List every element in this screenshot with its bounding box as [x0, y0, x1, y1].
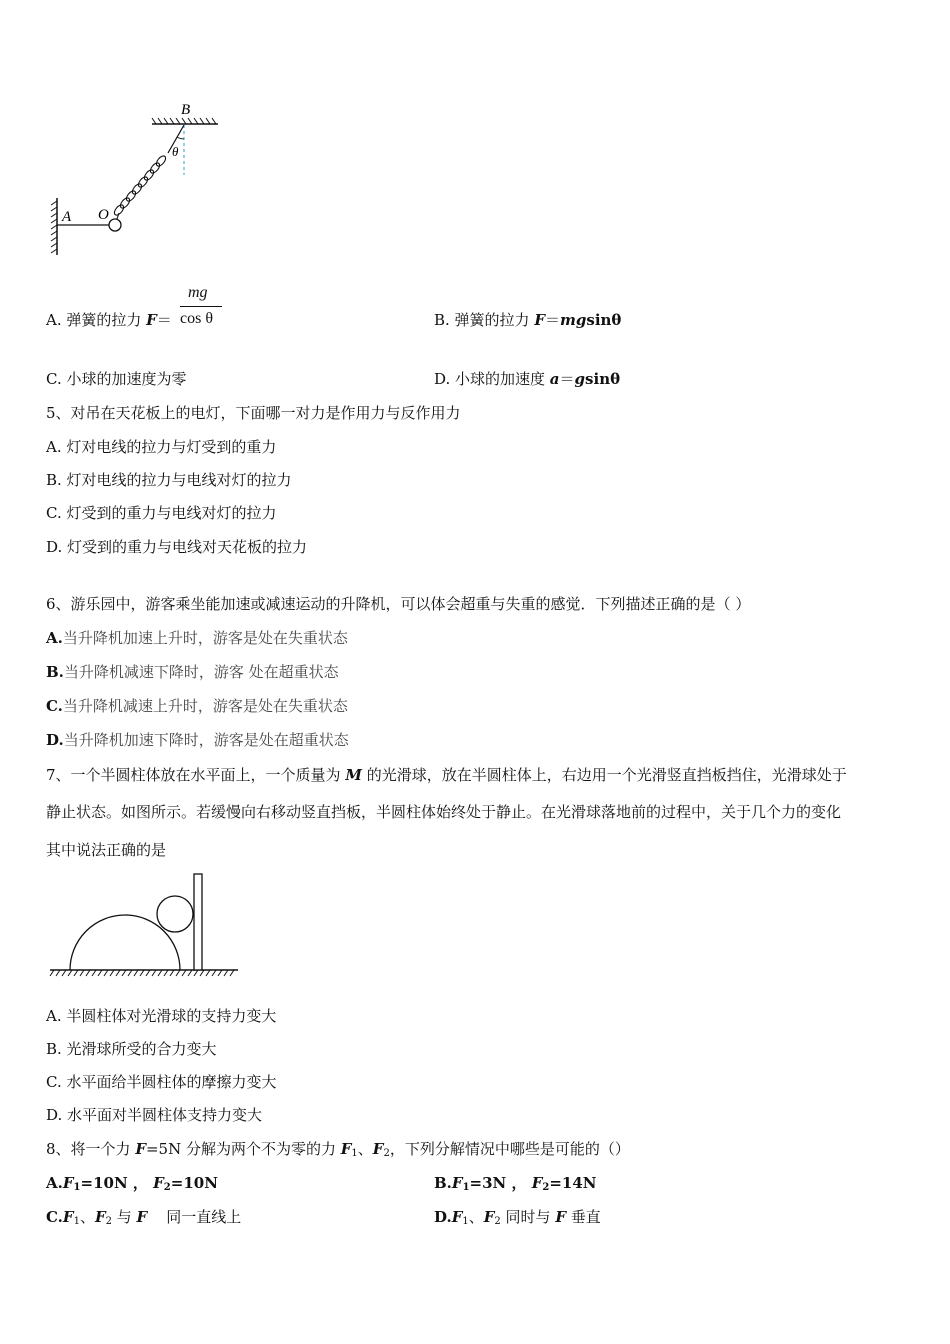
q6-stem: 6、游乐园中，游客乘坐能加速或减速运动的升降机，可以体会超重与失重的感觉．下列描述正确的是（ ） — [46, 595, 751, 613]
q5-option-a: A. 灯对电线的拉力与灯受到的重力 — [46, 438, 277, 456]
q6-option-d: D.当升降机加速下降时，游客是处在超重状态 — [46, 731, 349, 749]
q8-option-a: $A.F_1=10N$ ， $F_2=10N$ — [46, 1174, 218, 1193]
q7-option-c: C. 水平面给半圆柱体的摩擦力变大 — [46, 1073, 277, 1091]
q5-option-d: D. 灯受到的重力与电线对天花板的拉力 — [46, 538, 308, 556]
q5-option-b: B. 灯对电线的拉力与电线对灯的拉力 — [46, 471, 292, 489]
q6-option-a: A.当升降机加速上升时，游客是处在失重状态 — [46, 629, 348, 647]
q4-option-a-fraction — [178, 284, 224, 334]
fraction-bar — [180, 306, 222, 307]
q5-option-c: C. 灯受到的重力与电线对灯的拉力 — [46, 504, 277, 522]
label-o: O — [98, 207, 109, 223]
q4-option-b: B. 弹簧的拉力 F＝mgsinθ — [434, 311, 622, 329]
q6-option-c: C.当升降机减速上升时，游客是处在失重状态 — [46, 697, 348, 715]
q7-option-b: B. 光滑球所受的合力变大 — [46, 1040, 217, 1058]
fraction-denominator: cos θ — [180, 310, 213, 327]
q4-option-c: C. 小球的加速度为零 — [46, 370, 187, 388]
spring-ball-figure — [40, 95, 240, 265]
q8-option-d: $D.F_1$、$F_2$ 同时与 F 垂直 — [434, 1208, 601, 1227]
q4-option-d: D. 小球的加速度 a＝gsinθ — [434, 370, 621, 388]
q6-option-b: B.当升降机减速下降时，游客 处在超重状态 — [46, 663, 339, 681]
q7-option-a: A. 半圆柱体对光滑球的支持力变大 — [46, 1007, 277, 1025]
label-theta: θ — [172, 144, 179, 159]
q8-stem: 8、将一个力 F=5N 分解为两个不为零的力 $F_1$、$F_2$，下列分解情况中哪些是可能的（） — [46, 1140, 630, 1159]
q7-stem-line1: 7、一个半圆柱体放在水平面上，一个质量为 M 的光滑球，放在半圆柱体上，右边用一个光滑竖直挡板挡住，光滑球处于 — [46, 766, 847, 784]
q4-option-a: A. 弹簧的拉力 F＝ — [46, 311, 172, 329]
label-a: A — [62, 209, 72, 225]
half-cylinder-figure — [44, 868, 244, 983]
fraction-numerator: mg — [188, 284, 208, 301]
q8-option-c: $C.F_1$、$F_2$ 与 F 同一直线上 — [46, 1208, 242, 1227]
q7-stem-line2: 静止状态。如图所示。若缓慢向右移动竖直挡板，半圆柱体始终处于静止。在光滑球落地前的过程中，关于几个力的变化 — [46, 803, 842, 821]
label-b: B — [181, 102, 191, 118]
q7-stem-line3: 其中说法正确的是 — [46, 841, 167, 859]
q5-stem: 5、对吊在天花板上的电灯，下面哪一对力是作用力与反作用力 — [46, 404, 461, 422]
q7-option-d: D. 水平面对半圆柱体支持力变大 — [46, 1106, 263, 1124]
q8-option-b: $B.F_1=3N$ ， $F_2=14N$ — [434, 1174, 597, 1193]
